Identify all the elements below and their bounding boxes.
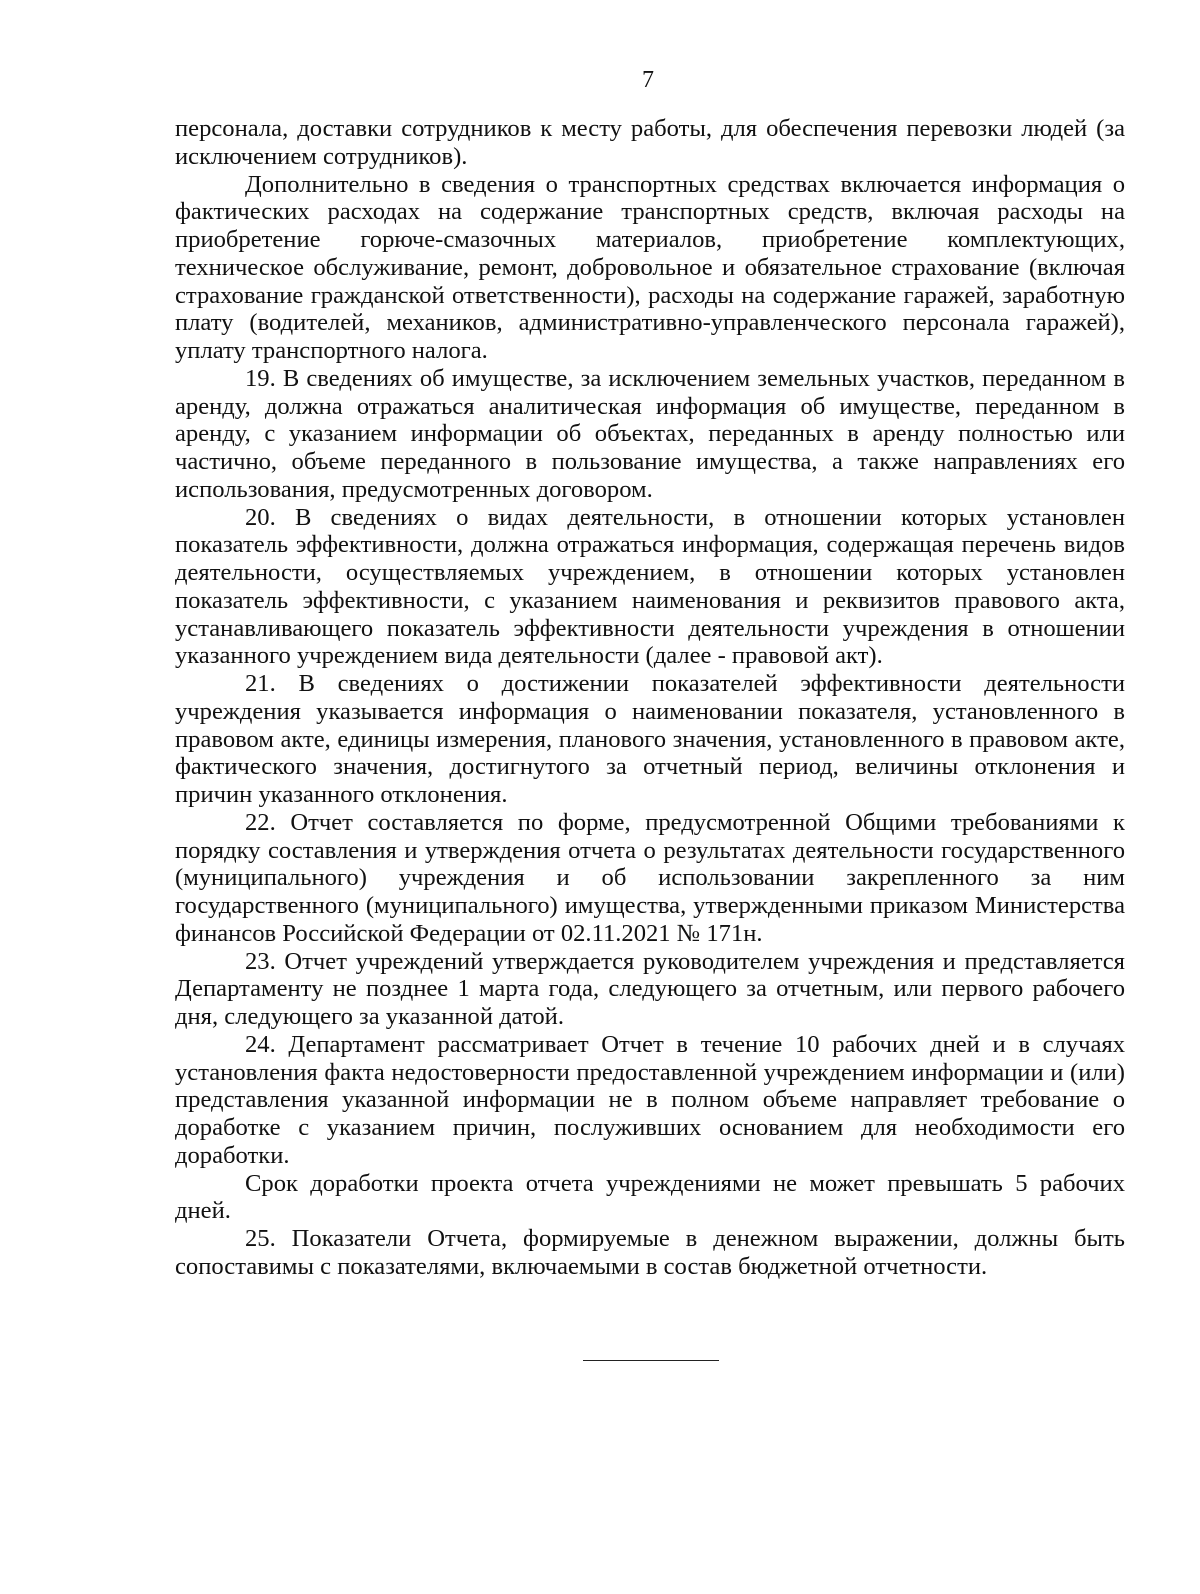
paragraph-19: 19. В сведениях об имуществе, за исключением земельных участков, переданном в аренду, должна отражаться аналитическая информация об имуществе, переданном в аренду, с указанием информации об объектах, переданных в аренду полностью или частично, объеме переданного в пользование имущества, а также направлениях его использования, предусмотренных договором. — [175, 364, 1125, 503]
document-body — [175, 115, 1125, 1281]
paragraph-vehicle-expenses: Дополнительно в сведения о транспортных средствах включается информация о фактических расходах на содержание транспортных средств, включая расходы на приобретение горюче-смазочных материалов, приобретение комплектующих, техническое обслуживание, ремонт, добровольное и обязательное страхование (включая страхование гражданской ответственности), расходы на содержание гаражей, заработную плату (водителей, механиков, административно-управленческого персонала гаражей), уплату транспортного налога. — [175, 170, 1125, 364]
paragraph-24: 24. Департамент рассматривает Отчет в течение 10 рабочих дней и в случаях установления факта недостоверности предоставленной учреждением информации и (или) представления указанной информации не в полном объеме направляет требование о доработке с указанием причин, послуживших основанием для необходимости его доработки. — [175, 1030, 1125, 1169]
page-number: 7 — [642, 67, 654, 93]
paragraph-21: 21. В сведениях о достижении показателей эффективности деятельности учреждения указывается информация о наименовании показателя, установленного в правовом акте, единицы измерения, планового значения, установленного в правовом акте, фактического значения, достигнутого за отчетный период, величины отклонения и причин указанного отклонения. — [175, 670, 1125, 808]
paragraph-continuation: персонала, доставки сотрудников к месту работы, для обеспечения перевозки людей (за исключением сотрудников). — [175, 115, 1125, 170]
paragraph-23: 23. Отчет учреждений утверждается руководителем учреждения и представляется Департаменту не позднее 1 марта года, следующего за отчетным, или первого рабочего дня, следующего за указанной датой. — [175, 947, 1125, 1030]
end-of-document-rule — [583, 1360, 719, 1361]
paragraph-20: 20. В сведениях о видах деятельности, в отношении которых установлен показатель эффективности, должна отражаться информация, содержащая перечень видов деятельности, осуществляемых учреждением, в отношении которых установлен показатель эффективности, с указанием наименования и реквизитов правового акта, устанавливающего показатель эффективности деятельности учреждения в отношении указанного учреждением вида деятельности (далее - правовой акт). — [175, 503, 1125, 670]
paragraph-25: 25. Показатели Отчета, формируемые в денежном выражении, должны быть сопоставимы с показателями, включаемыми в состав бюджетной отчетности. — [175, 1225, 1125, 1280]
paragraph-22: 22. Отчет составляется по форме, предусмотренной Общими требованиями к порядку составления и утверждения отчета о результатах деятельности государственного (муниципального) учреждения и об использовании закрепленного за ним государственного (муниципального) имущества, утвержденными приказом Министерства финансов Российской Федерации от 02.11.2021 № 171н. — [175, 808, 1125, 947]
paragraph-revision-deadline: Срок доработки проекта отчета учреждениями не может превышать 5 рабочих дней. — [175, 1169, 1125, 1225]
